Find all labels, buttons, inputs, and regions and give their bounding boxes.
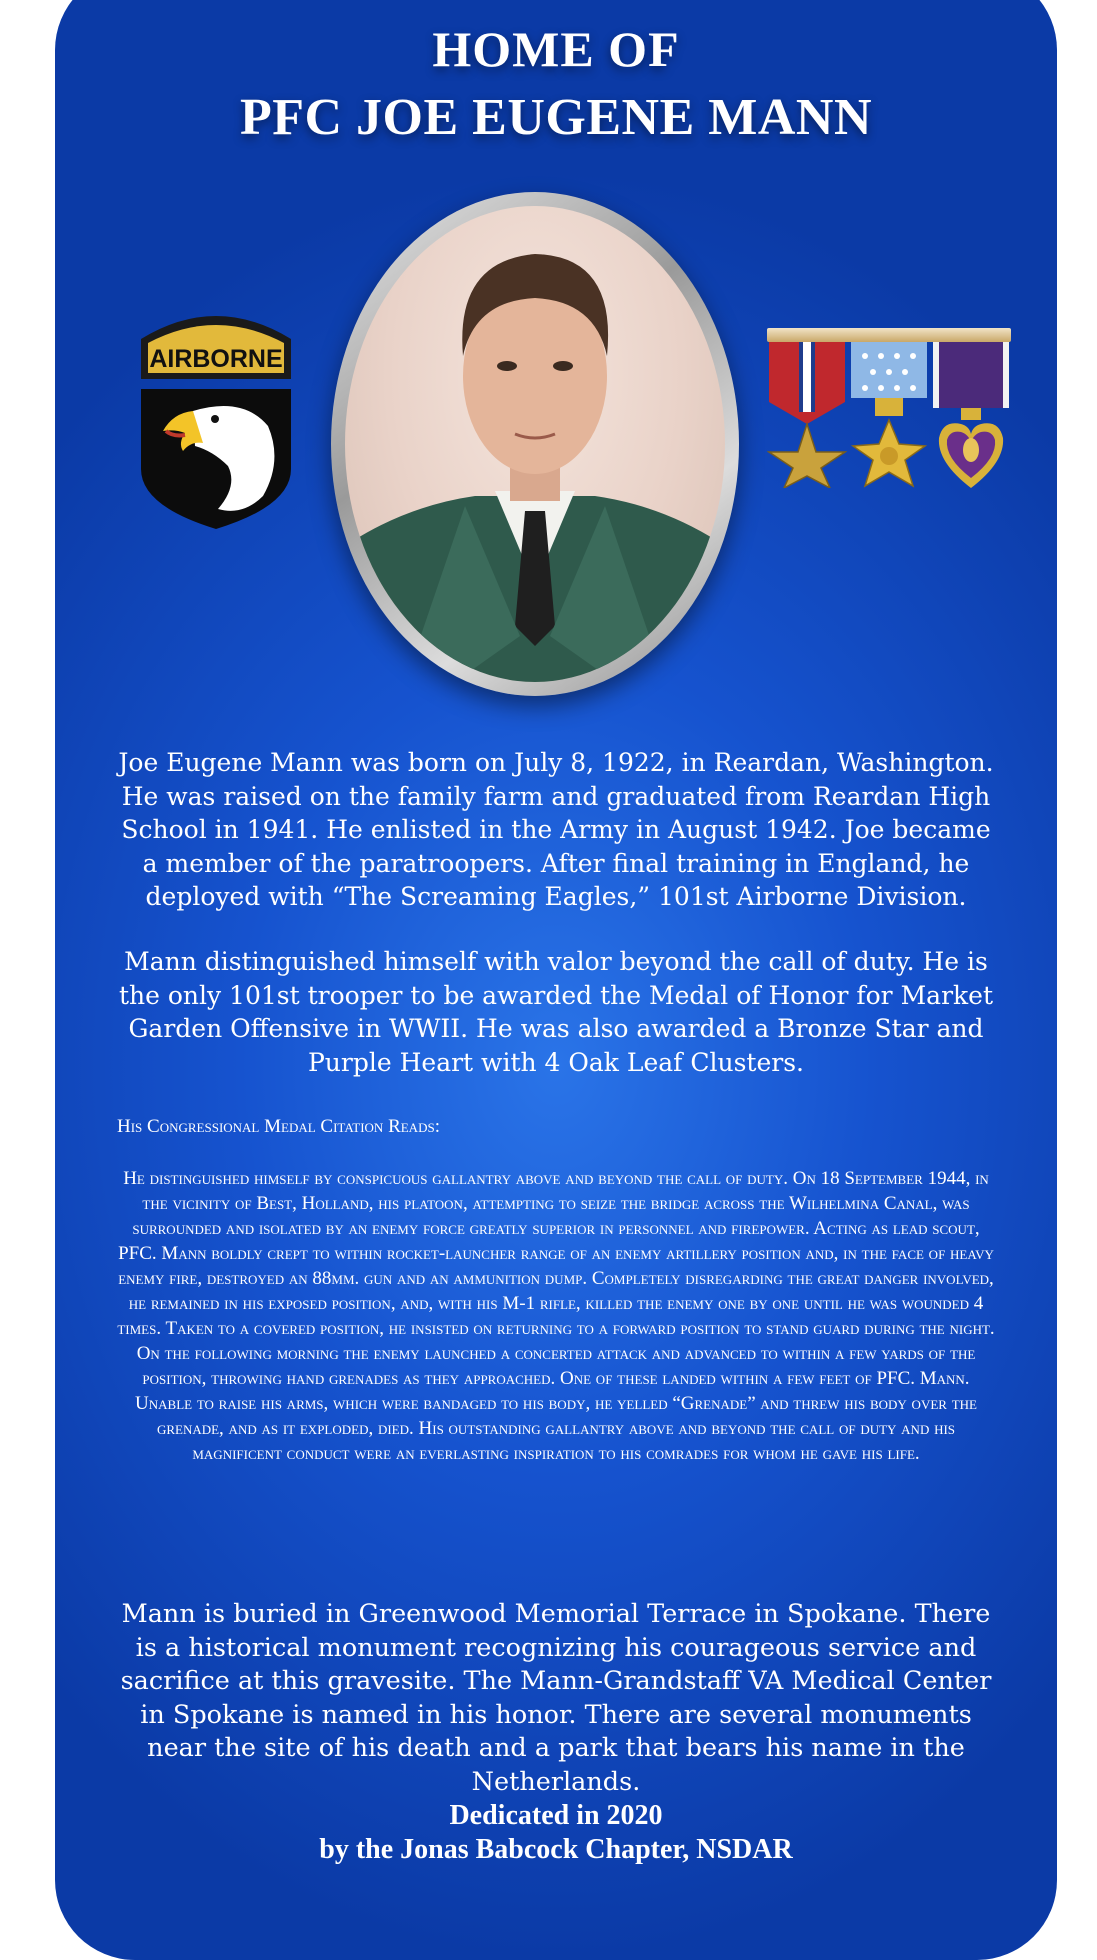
bronze-star-medal-icon (767, 342, 847, 488)
bio-paragraph-1: Joe Eugene Mann was born on July 8, 1922, in Reardan, Washington. He was raised on the family farm and graduated from Reardan High School in 1941. He enlisted in the Army in August 1942. Joe became a member of the paratroopers. After final training in England, he deployed with “The Screaming Eagles,” 101st Airborne Division. (118, 748, 994, 911)
title-line-1: HOME OF (432, 21, 680, 77)
title-line-2: PFC JOE EUGENE MANN (239, 89, 873, 146)
screaming-eagle-patch-icon (133, 301, 299, 531)
dedication-line-1: Dedicated in 2020 (449, 1800, 663, 1831)
portrait-photo (345, 206, 725, 682)
medal-of-honor-icon (849, 342, 929, 488)
dedication-line-2: by the Jonas Babcock Chapter, NSDAR (319, 1834, 793, 1865)
bio-paragraph-2: Mann distinguished himself with valor beyond the call of duty. He is the only 101st trooper to be awarded the Medal of Honor for Market Garden Offensive in WWII. He was also awarded a Bronze Star and Purple Heart with 4 Oak Leaf Clusters. (118, 947, 994, 1077)
medals-group (767, 328, 1011, 488)
purple-heart-medal-icon (931, 342, 1011, 488)
memorial-plaque (55, 0, 1057, 1960)
medal-bar (767, 328, 1011, 342)
airborne-tab-text: AIRBORNE (149, 345, 283, 373)
citation-text: He distinguished himself by conspicuous gallantry above and beyond the call of duty. On 18 September 1944, in the vicinity of Best, Holland, his platoon, attempting to seize the bridge across the Wilhelmina Canal, was surrounded and isolated by an enemy force greatly superior in personnel and firepower. Acting as lead scout, PFC. Mann boldly crept to within rocket-launcher range of an enemy artillery position and, in the face of heavy enemy fire, destroyed an 88mm. gun and an ammunition dump. Completely disregarding the great danger involved, he remained in his exposed position, and, with his M-1 rifle, killed the enemy one by one until he was wounded 4 times. Taken to a covered position, he insisted on returning to a forward position to stand guard during the night. On the following morning the enemy launched a concerted attack and advanced to within a few yards of the position, throwing hand grenades as they approached. One of these landed within a few feet of PFC. Mann. Unable to raise his arms, which were bandaged to his body, he yelled “Grenade” and threw his body over the grenade, and as it exploded, died. His outstanding gallantry above and beyond the call of duty and his magnificent conduct were an everlasting inspiration to his comrades for whom he gave his life. (117, 1168, 995, 1464)
burial-paragraph: Mann is buried in Greenwood Memorial Terrace in Spokane. There is a historical monument recognizing his courageous service and sacrifice at this gravesite. The Mann-Grandstaff VA Medical Center in Spokane is named in his honor. There are several monuments near the site of his death and a park that bears his name in the Netherlands. (120, 1599, 992, 1797)
citation-heading: His Congressional Medal Citation Reads: (117, 1116, 440, 1137)
